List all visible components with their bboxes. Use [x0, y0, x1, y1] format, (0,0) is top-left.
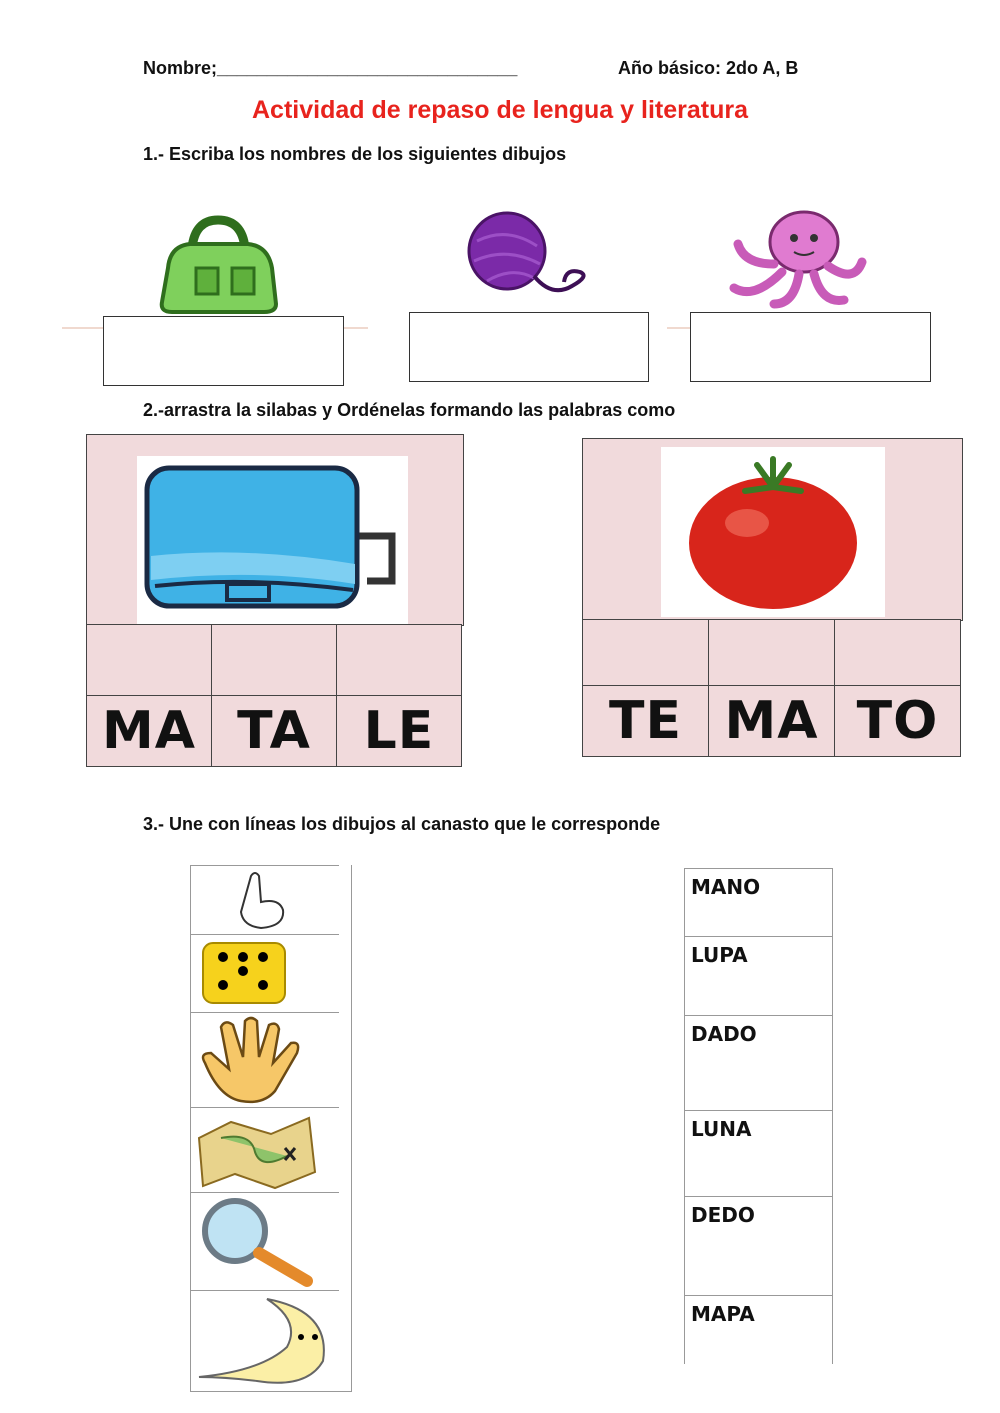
drop-slot[interactable]: [211, 624, 337, 696]
name-field-label: Nombre;______________________________: [143, 58, 518, 78]
syllable-tile[interactable]: TE: [582, 685, 709, 757]
tomato-icon: [661, 447, 885, 617]
word-label: MANO: [691, 875, 761, 899]
q1-prompt: 1.- Escriba los nombres de los siguientes dibujos: [143, 144, 567, 164]
yarn-ball-icon: [462, 206, 602, 306]
magnifier-icon[interactable]: [191, 1192, 339, 1290]
word-cell[interactable]: [685, 1196, 832, 1295]
drop-slot[interactable]: [708, 619, 835, 686]
syllable-tile[interactable]: TO: [834, 685, 961, 757]
word-label: LUNA: [691, 1117, 752, 1141]
word-cell[interactable]: [685, 868, 832, 936]
suitcase-icon: [137, 456, 408, 625]
word-label: DEDO: [691, 1203, 755, 1227]
answer-box-3[interactable]: [690, 312, 931, 382]
drop-slot[interactable]: [582, 619, 709, 686]
syllable-tile[interactable]: LE: [336, 695, 462, 767]
map-icon[interactable]: [191, 1107, 339, 1192]
word-cell[interactable]: [685, 1110, 832, 1196]
word-column: [684, 868, 833, 1364]
word-label: DADO: [691, 1022, 757, 1046]
word-label: LUPA: [691, 943, 748, 967]
q3-prompt: 3.- Une con líneas los dibujos al canasto que le corresponde: [143, 814, 661, 834]
bag-icon: [150, 208, 285, 316]
q2-prompt: 2.-arrastra la silabas y Ordénelas formando las palabras como: [143, 400, 676, 420]
picture-column: [190, 865, 352, 1392]
page-title: Actividad de repaso de lengua y literatura: [252, 96, 748, 124]
word-cell[interactable]: [685, 936, 832, 1015]
octopus-icon: [724, 204, 869, 310]
moon-icon[interactable]: [191, 1290, 339, 1391]
syllable-tile[interactable]: MA: [708, 685, 835, 757]
word-cell[interactable]: [685, 1015, 832, 1110]
word-label: MAPA: [691, 1302, 755, 1326]
drop-slot[interactable]: [834, 619, 961, 686]
drop-slot[interactable]: [86, 624, 212, 696]
drop-slot[interactable]: [336, 624, 462, 696]
syllable-tile[interactable]: MA: [86, 695, 212, 767]
dice-icon[interactable]: [191, 934, 339, 1012]
suitcase-panel: [86, 434, 464, 626]
syllable-tile[interactable]: TA: [211, 695, 337, 767]
answer-box-2[interactable]: [409, 312, 649, 382]
grade-label: Año básico: 2do A, B: [618, 58, 799, 78]
tomato-panel: [582, 438, 963, 621]
answer-box-1[interactable]: [103, 316, 344, 386]
word-cell[interactable]: [685, 1295, 832, 1364]
finger-icon[interactable]: [191, 865, 339, 934]
hand-icon[interactable]: [191, 1012, 339, 1107]
